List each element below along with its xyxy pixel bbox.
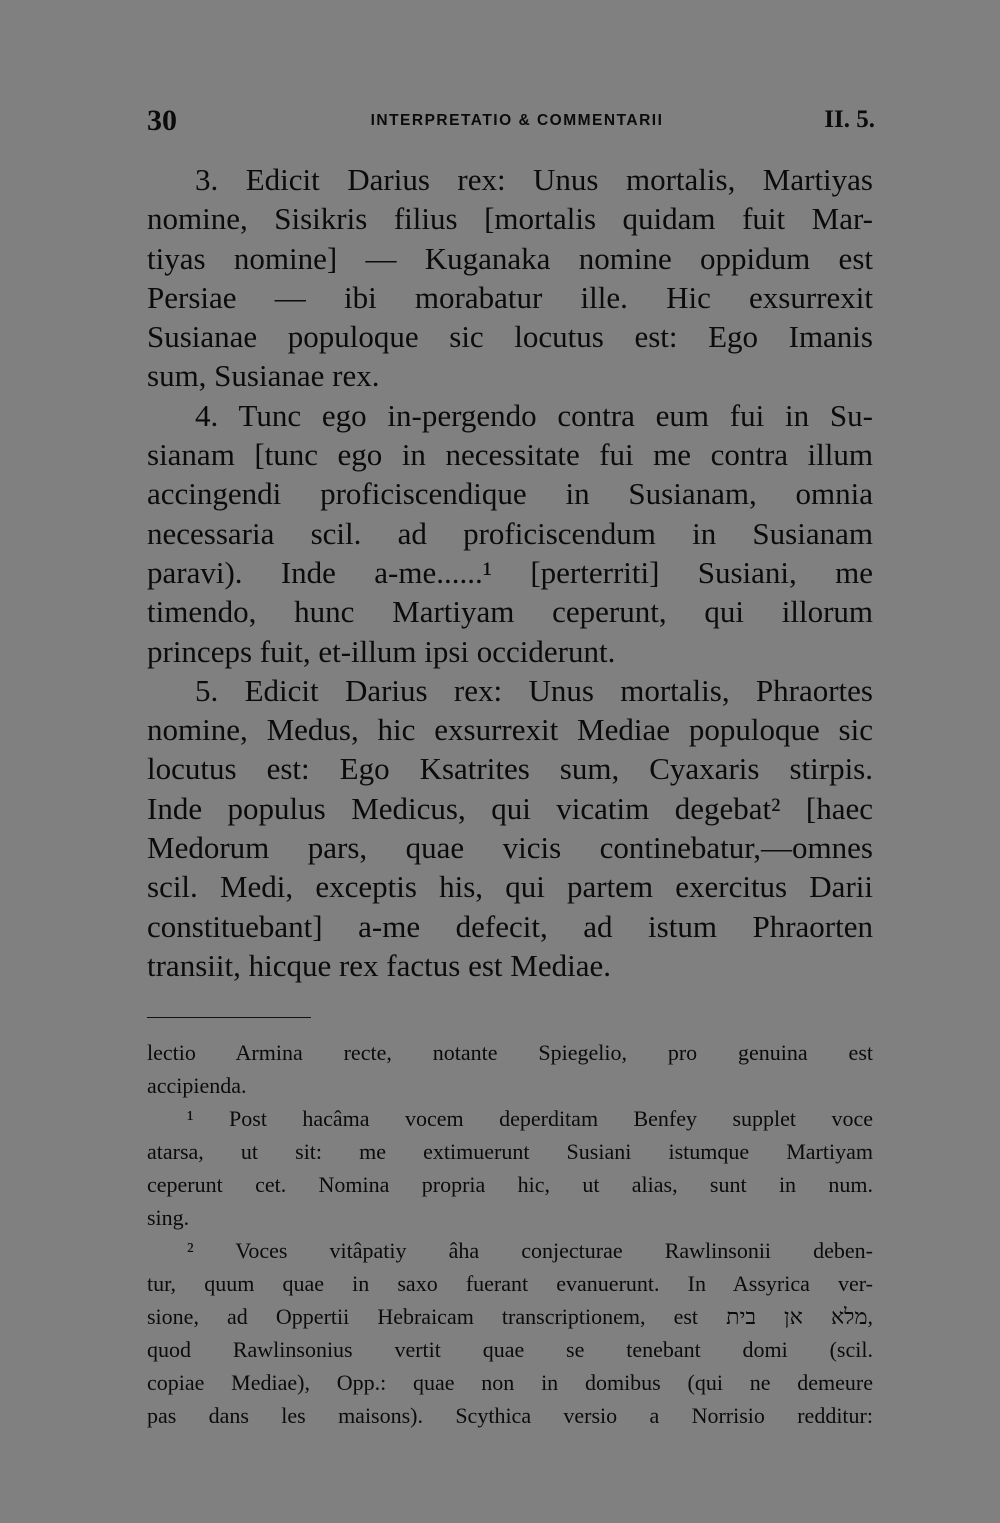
text-line: sianam [tunc ego in necessitate fui me contra illum [147, 437, 873, 473]
footnote-line: ceperunt cet. Nomina propria hic, ut alias, sunt in num. [147, 1172, 873, 1197]
text-line: Persiae — ibi morabatur ille. Hic exsurrexit [147, 279, 873, 315]
footnote-separator [147, 1017, 311, 1018]
text-line: constituebant] a-me defecit, ad istum Phraorten [147, 908, 873, 944]
footnote-line: sione, ad Oppertii Hebraicam transcriptionem, est מלא אן בית, [147, 1304, 873, 1329]
footnote-line: ¹ Post hacâma vocem deperditam Benfey supplet voce [187, 1106, 873, 1131]
text-line: 4. Tunc ego in-pergendo contra eum fui in Su- [195, 397, 873, 433]
main-text [147, 160, 873, 985]
footnote-line: accipienda. [147, 1073, 247, 1098]
text-line: Medorum pars, quae vicis continebatur,—omnes [147, 830, 873, 866]
text-line: Inde populus Medicus, qui vicatim degebat² [haec [147, 790, 873, 826]
footnote-line: sing. [147, 1205, 190, 1230]
footnote-line: lectio Armina recte, notante Spiegelio, pro genuina est [147, 1040, 873, 1065]
footnote-line: ² Voces vitâpatiy âha conjecturae Rawlinsonii deben- [187, 1238, 873, 1263]
footnote-line: tur, quum quae in saxo fuerant evanuerunt. In Assyrica ver- [147, 1271, 873, 1296]
footnote-line: quod Rawlinsonius vertit quae se tenebant domi (scil. [147, 1337, 873, 1362]
text-line: princeps fuit, et-illum ipsi occiderunt. [147, 633, 616, 669]
text-line: scil. Medi, exceptis his, qui partem exercitus Darii [147, 869, 873, 905]
text-line: necessaria scil. ad proficiscendum in Susianam [147, 515, 873, 551]
footnote-line: pas dans les maisons). Scythica versio a Norrisio redditur: [147, 1403, 873, 1428]
text-line: transiit, hicque rex factus est Mediae. [147, 947, 611, 983]
footnotes [147, 1036, 873, 1432]
text-line: sum, Susianae rex. [147, 358, 380, 394]
text-line: locutus est: Ego Ksatrites sum, Cyaxaris stirpis. [147, 751, 873, 787]
text-line: 3. Edicit Darius rex: Unus mortalis, Martiyas [195, 162, 873, 197]
footnote-line: atarsa, ut sit: me extimuerunt Susiani istumque Martiyam [147, 1139, 873, 1164]
text-line: nomine, Sisikris filius [mortalis quidam fuit Mar- [147, 201, 873, 237]
text-line: Susianae populoque sic locutus est: Ego Imanis [147, 319, 873, 355]
text-line: tiyas nomine] — Kuganaka nomine oppidum est [147, 240, 873, 276]
footnote-line: copiae Mediae), Opp.: quae non in domibus (qui ne demeure [147, 1370, 873, 1395]
text-line: 5. Edicit Darius rex: Unus mortalis, Phraortes [195, 672, 873, 708]
section-number: II. 5. [824, 106, 875, 133]
text-line: nomine, Medus, hic exsurrexit Mediae populoque sic [147, 712, 873, 748]
page-number: 30 [147, 104, 177, 137]
running-header [147, 104, 875, 144]
text-line: paravi). Inde a-me......¹ [perterriti] Susiani, me [147, 554, 873, 590]
text-line: accingendi proficiscendique in Susianam, omnia [147, 476, 873, 512]
running-title: INTERPRETATIO & COMMENTARII [370, 112, 664, 129]
text-line: timendo, hunc Martiyam ceperunt, qui illorum [147, 594, 873, 630]
